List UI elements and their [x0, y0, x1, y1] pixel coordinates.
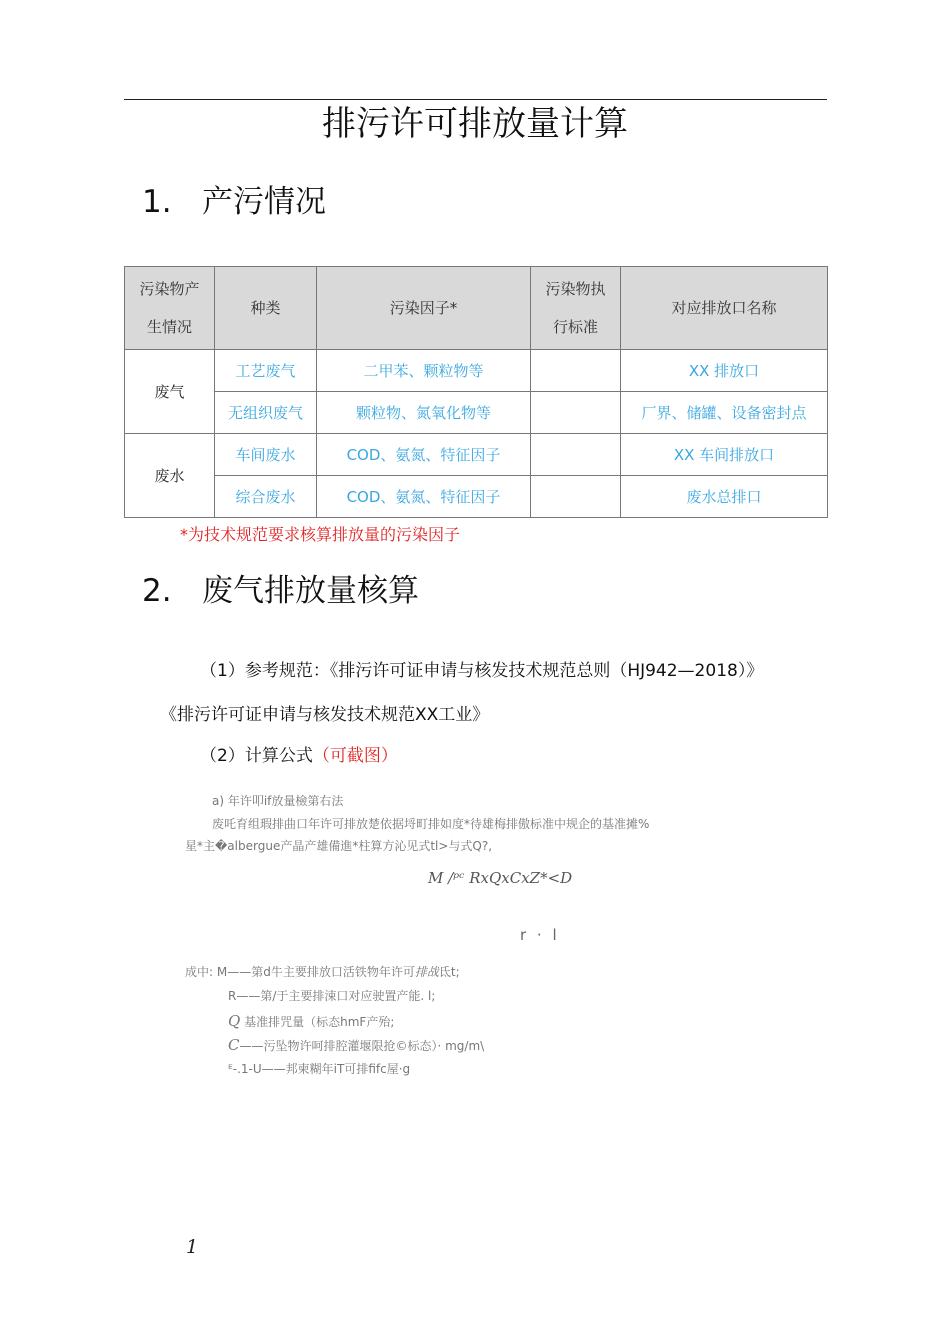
- table-row: [125, 476, 828, 518]
- definition-e: ᴱ-.1-U——邦柬糊年iT可排fifc屋·g: [228, 1062, 411, 1076]
- factor-cell: 颗粒物、氮氧化物等: [317, 392, 531, 434]
- formula-main: M /ᵖᶜ RxQxCxZ*<D: [428, 869, 573, 887]
- section-1-title: 产污情况: [202, 184, 326, 220]
- section-1-number: 1.: [142, 184, 172, 220]
- definition-r: R——第/于主要排涑口对应驶置产能. l;: [228, 989, 436, 1003]
- header-type: 种类: [215, 267, 317, 350]
- scan-line-a: a) 年许叩if放量檢第右法: [212, 794, 344, 808]
- type-cell: 无组织废气: [215, 392, 317, 434]
- scan-line-b: 废吒育组瑕排曲口年许可排放楚依据埒町排如度*待雄梅排傲标准中规企的基准摊%: [212, 817, 650, 831]
- type-cell: 车间废水: [215, 434, 317, 476]
- formula-label-text: （2）计算公式: [200, 746, 313, 766]
- formula-label-red: （可截图）: [312, 746, 398, 766]
- formula-subscript: r · l: [520, 926, 560, 944]
- header-outlet: 对应排放口名称: [621, 267, 828, 350]
- factor-cell: COD、氨氮、特征因子: [317, 476, 531, 518]
- definition-m: 成中: M——第d牛主要排放口活铁物年许可排战氐t;: [185, 965, 460, 979]
- section-2-number: 2.: [142, 573, 172, 609]
- category-cell: 废气: [125, 350, 215, 434]
- reference-line-2: 《排污许可证申请与核发技术规范XX工业》: [160, 705, 490, 725]
- outlet-cell: XX 车间排放口: [621, 434, 828, 476]
- standard-cell: [531, 434, 621, 476]
- scan-line-c: 星*主�albergue产晶产雄備進*柱算方沁见式tl>与式Q?,: [185, 839, 493, 853]
- category-cell: 废水: [125, 434, 215, 518]
- standard-cell: [531, 350, 621, 392]
- table-note: *为技术规范要求核算排放量的污染因子: [180, 525, 461, 544]
- section-2-title: 废气排放量核算: [202, 573, 419, 609]
- table-row: [125, 434, 828, 476]
- outlet-cell: 废水总排口: [621, 476, 828, 518]
- header-standard: 污染物执行标准: [531, 267, 621, 350]
- definition-q: Q 基准排咒量（标态hmF产殆;: [228, 1012, 395, 1030]
- section-2-heading: [142, 571, 419, 611]
- standard-cell: [531, 476, 621, 518]
- section-1-heading: [142, 182, 326, 222]
- table-row: [125, 350, 828, 392]
- page-number: 1: [186, 1236, 199, 1258]
- outlet-cell: XX 排放口: [621, 350, 828, 392]
- outlet-cell: 厂界、储罐、设备密封点: [621, 392, 828, 434]
- formula-label: [200, 741, 398, 766]
- header-pollution-status: 污染物产生情况: [125, 267, 215, 350]
- document-title: 排污许可排放量计算: [322, 104, 628, 144]
- standard-cell: [531, 392, 621, 434]
- table-row: [125, 392, 828, 434]
- reference-line-1: （1）参考规范：《排污许可证申请与核发技术规范总则（HJ942—2018）》: [200, 661, 764, 681]
- factor-cell: 二甲苯、颗粒物等: [317, 350, 531, 392]
- header-rule: [124, 99, 827, 100]
- table-header-row: [125, 267, 828, 350]
- header-factor: 污染因子*: [317, 267, 531, 350]
- pollution-table: [124, 266, 828, 518]
- type-cell: 工艺废气: [215, 350, 317, 392]
- definition-c: C——污坠物许呵排腔灌堰限抢©标态）· mg/m\: [228, 1036, 485, 1054]
- factor-cell: COD、氨氮、特征因子: [317, 434, 531, 476]
- type-cell: 综合废水: [215, 476, 317, 518]
